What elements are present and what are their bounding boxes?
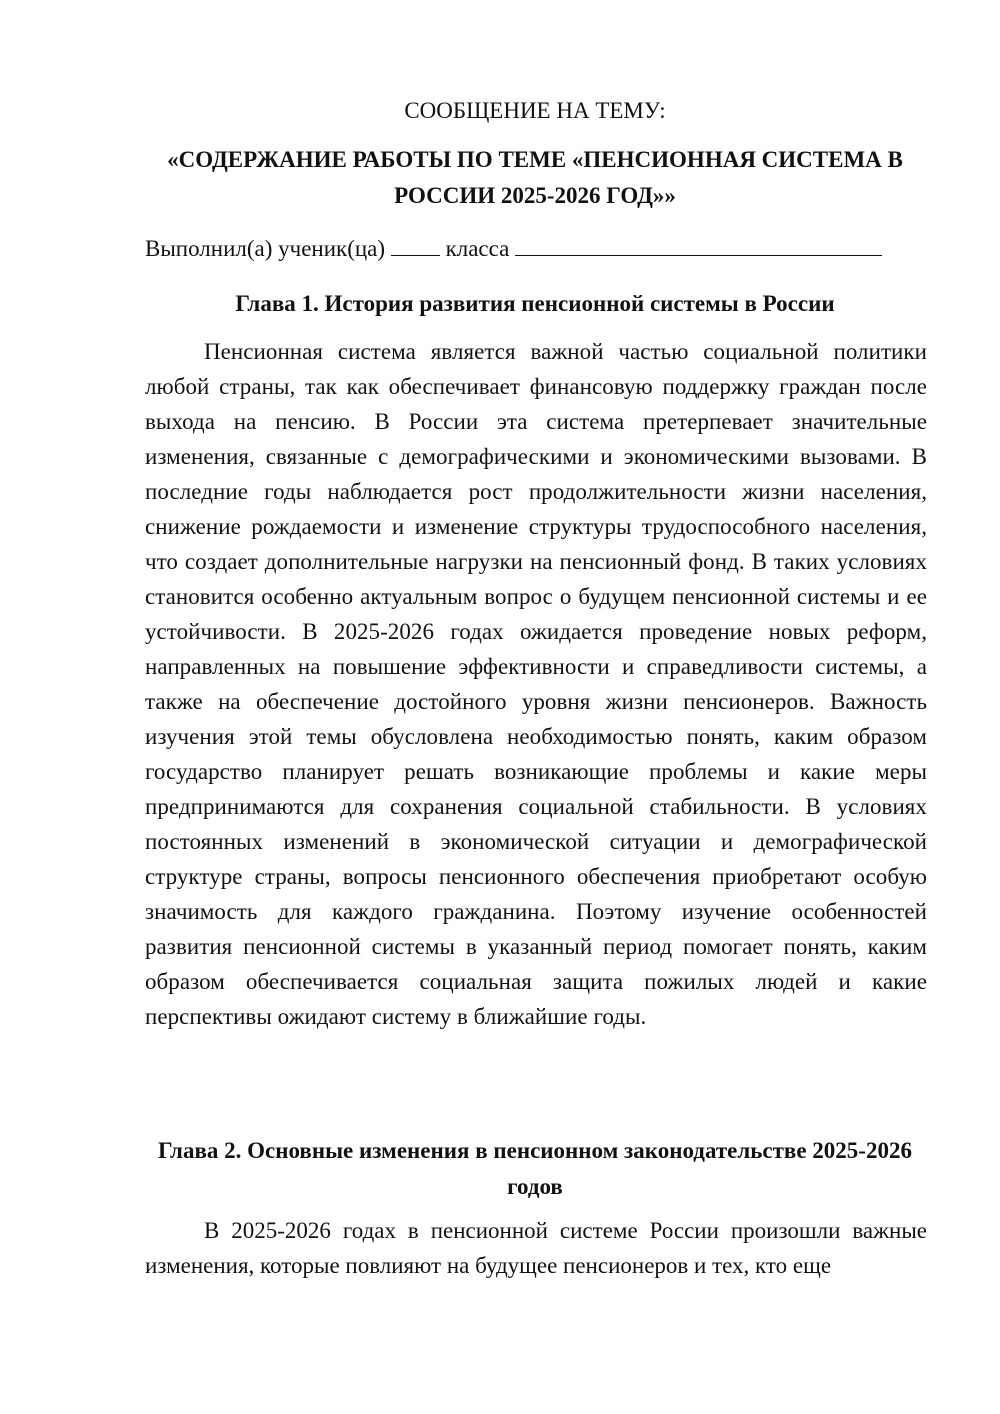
document-title: «СОДЕРЖАНИЕ РАБОТЫ ПО ТЕМЕ «ПЕНСИОННАЯ СИСТЕМА В РОССИИ 2025-2026 ГОД»» xyxy=(167,147,903,208)
document-kicker: СООБЩЕНИЕ НА ТЕМУ: xyxy=(404,98,666,123)
student-name-blank xyxy=(515,237,882,256)
chapter-2-title: Глава 2. Основные изменения в пенсионном законодательстве 2025-2026 годов xyxy=(158,1138,912,1199)
class-number-blank xyxy=(391,237,440,256)
class-label: класса xyxy=(445,236,510,261)
student-line xyxy=(145,231,935,266)
chapter-1-title: Глава 1. История развития пенсионной системы в России xyxy=(235,291,835,316)
student-label: Выполнил(а) ученик(ца) xyxy=(145,236,386,261)
chapter-1-paragraph: Пенсионная система является важной частью социальной политики любой страны, так как обеспечивает финансовую поддержку граждан после выхода на пенсию. В России эта система претерпевает значительные изменения, связанные с демографическими и экономическими вызовами. В последние годы наблюдается рост продолжительности жизни населения, снижение рождаемости и изменение структуры трудоспособного населения, что создает дополнительные нагрузки на пенсионный фонд. В таких условиях становится особенно актуальным вопрос о будущем пенсионной системы и ее устойчивости. В 2025-2026 годах ожидается проведение новых реформ, направленных на повышение эффективности и справедливости системы, а также на обеспечение достойного уровня жизни пенсионеров. Важность изучения этой темы обусловлена необходимостью понять, каким образом государство планирует решать возникающие проблемы и какие меры предпринимаются для сохранения социальной стабильности. В условиях постоянных изменений в экономической ситуации и демографической структуре страны, вопросы пенсионного обеспечения приобретают особую значимость для каждого гражданина. Поэтому изучение особенностей развития пенсионной системы в указанный период помогает понять, каким образом обеспечивается социальная защита пожилых людей и какие перспективы ожидают систему в ближайшие годы. xyxy=(145,339,927,1029)
chapter-2-paragraph: В 2025-2026 годах в пенсионной системе России произошли важные изменения, которые повлияют на будущее пенсионеров и тех, кто еще xyxy=(145,1218,927,1278)
